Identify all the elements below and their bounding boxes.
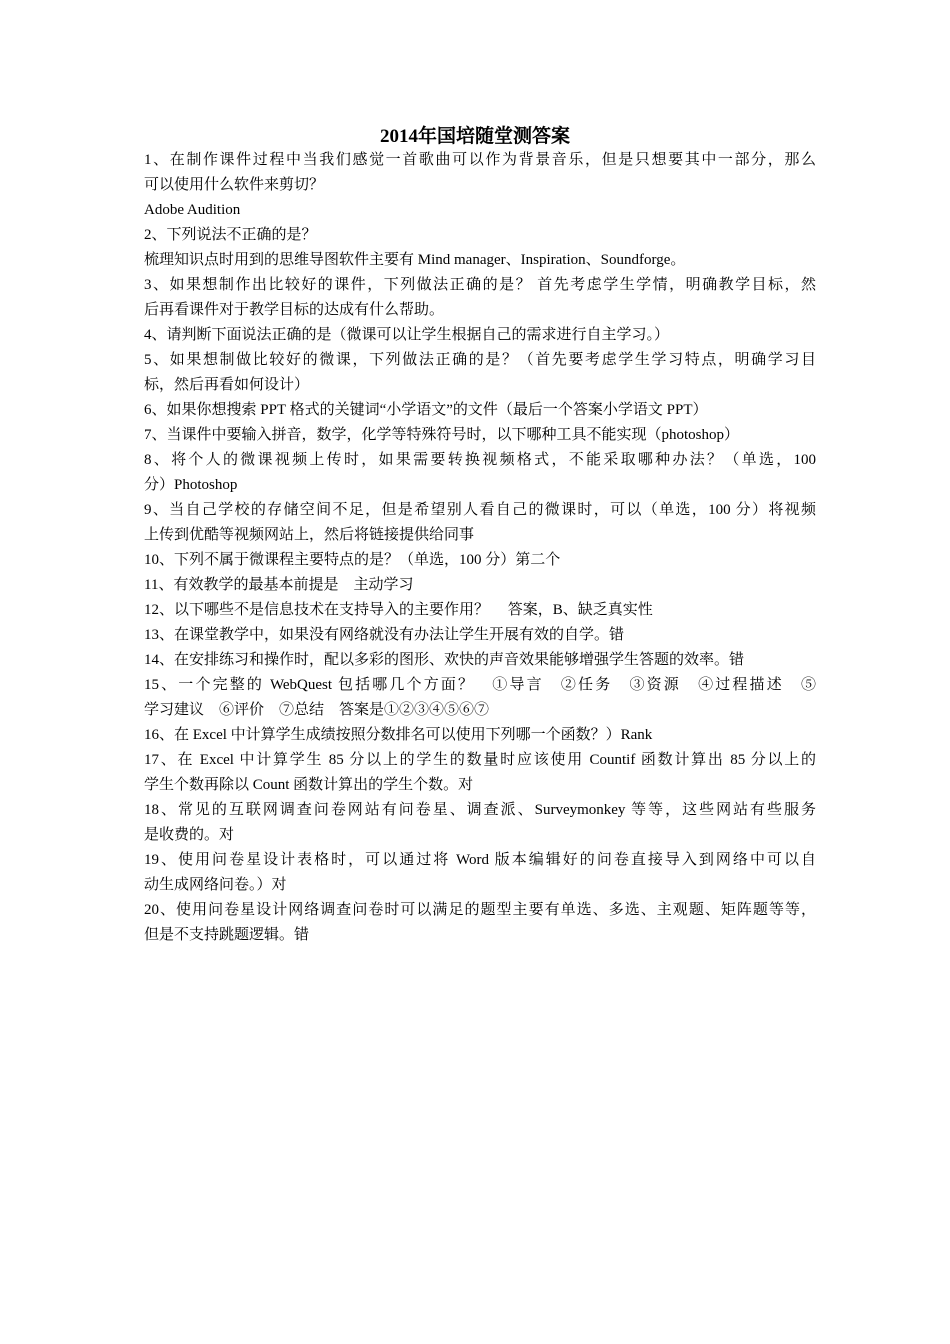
text-line: 标，然后再看如何设计） <box>144 377 310 393</box>
text-line: 是收费的。对 <box>144 827 235 843</box>
text-line: 学生个数再除以 Count 函数计算出的学生个数。对 <box>144 777 474 793</box>
text-line: 动生成网络问卷。）对 <box>144 877 287 893</box>
text-line: 梳理知识点时用到的思维导图软件主要有 Mind manager、Inspiration、Soundforge。 <box>144 252 686 268</box>
text-line: 20、使用问卷星设计网络调查问卷时可以满足的题型主要有单选、多选、主观题、矩阵题等等， <box>144 902 816 918</box>
text-line: 16、在 Excel 中计算学生成绩按照分数排名可以使用下列哪一个函数？）Rank <box>144 727 653 743</box>
text-line: 上传到优酷等视频网站上，然后将链接提供给同事 <box>144 527 475 543</box>
text-line: 后再看课件对于教学目标的达成有什么帮助。 <box>144 302 445 318</box>
text-line: 10、下列不属于微课程主要特点的是？（单选，100 分）第二个 <box>144 552 561 568</box>
text-line: 9、当自己学校的存储空间不足，但是希望别人看自己的微课时，可以（单选，100 分）将视频 <box>144 502 816 518</box>
text-line: 14、在安排练习和操作时，配以多彩的图形、欢快的声音效果能够增强学生答题的效率。错 <box>144 652 745 668</box>
text-line: 5、如果想制做比较好的微课，下列做法正确的是？（首先要考虑学生学习特点，明确学习目 <box>144 352 816 368</box>
text-line: 7、当课件中要输入拼音，数学，化学等特殊符号时，以下哪种工具不能实现（photoshop） <box>144 427 740 443</box>
text-line: 1、在制作课件过程中当我们感觉一首歌曲可以作为背景音乐，但是只想要其中一部分，那么 <box>144 152 816 168</box>
text-line: 可以使用什么软件来剪切？ <box>144 177 325 193</box>
text-line: 3、如果想制作出比较好的课件，下列做法正确的是？ 首先考虑学生学情，明确教学目标，然 <box>144 277 816 293</box>
text-line: 15、一个完整的 WebQuest 包括哪几个方面？ ①导言 ②任务 ③资源 ④过程描述 ⑤ <box>144 677 816 693</box>
text-line: 8、将个人的微课视频上传时，如果需要转换视频格式，不能采取哪种办法？（单选，100 <box>144 452 816 468</box>
text-line: 11、有效教学的最基本前提是 主动学习 <box>144 577 414 593</box>
text-line: Adobe Audition <box>144 202 241 218</box>
text-line: 4、请判断下面说法正确的是（微课可以让学生根据自己的需求进行自主学习。） <box>144 327 670 343</box>
text-line: 19、使用问卷星设计表格时，可以通过将 Word 版本编辑好的问卷直接导入到网络中可以自 <box>144 852 816 868</box>
text-line: 分）Photoshop <box>144 477 238 493</box>
text-line: 13、在课堂教学中，如果没有网络就没有办法让学生开展有效的自学。错 <box>144 627 625 643</box>
text-line: 6、如果你想搜索 PPT 格式的关键词“小学语文”的文件（最后一个答案小学语文 PPT） <box>144 402 708 418</box>
text-line: 18、常见的互联网调查问卷网站有问卷星、调查派、Surveymonkey 等等，这些网站有些服务 <box>144 802 816 818</box>
text-line: 17、在 Excel 中计算学生 85 分以上的学生的数量时应该使用 Countif 函数计算出 85 分以上的 <box>144 752 816 768</box>
text-line: 学习建议 ⑥评价 ⑦总结 答案是①②③④⑤⑥⑦ <box>144 702 490 718</box>
text-line: 12、以下哪些不是信息技术在支持导入的主要作用？ 答案，B、缺乏真实性 <box>144 602 653 618</box>
text-line: 但是不支持跳题逻辑。错 <box>144 927 310 943</box>
document-body <box>144 148 816 948</box>
text-line: 2、下列说法不正确的是？ <box>144 227 317 243</box>
document-title: 2014年国培随堂测答案 <box>379 126 570 147</box>
